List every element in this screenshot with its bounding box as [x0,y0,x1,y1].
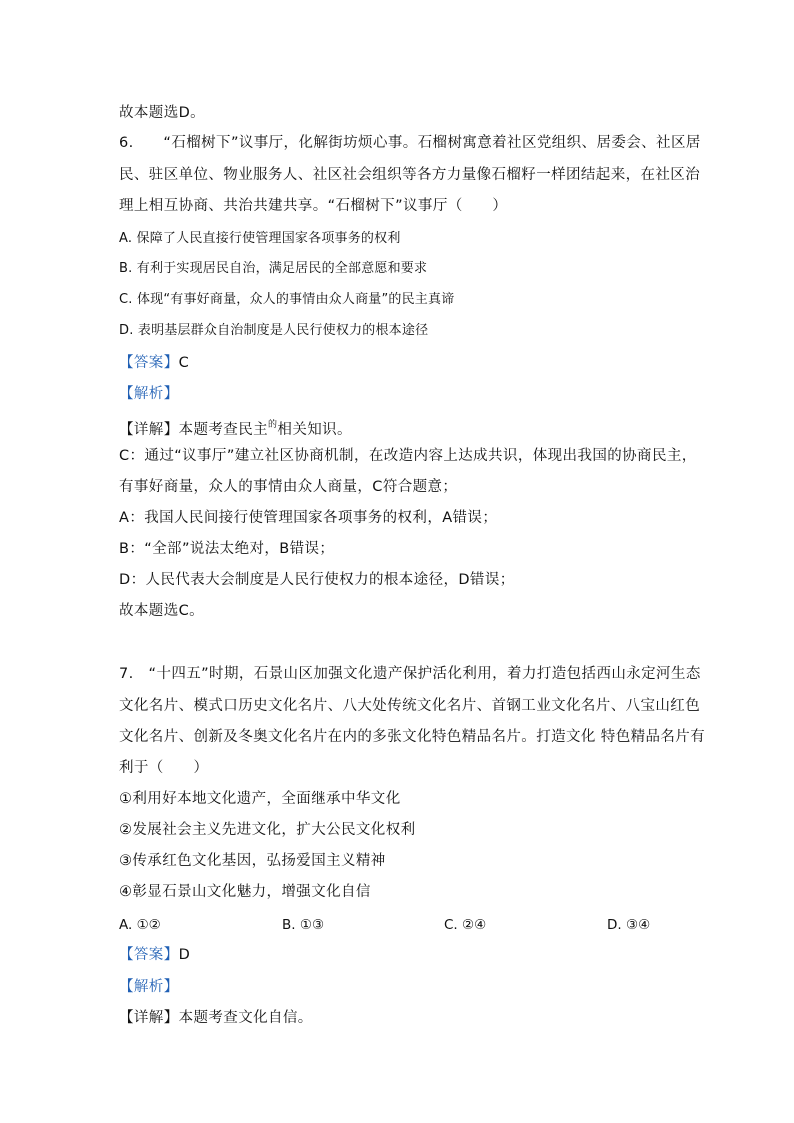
q6-detail-tag: 【详解】 [119,422,179,438]
q6-explain-d: D：人民代表大会制度是人民行使权力的根本途径，D错误； [119,572,515,588]
q6-answer-value: C [178,355,190,371]
q7-detail [119,1008,313,1028]
q7-stem-line-1: 7. “十四五”时期，石景山区加强文化遗产保护活化利用，着力打造包括西山永定河生态 [119,666,701,682]
q7-detail-text: 本题考查文化自信。 [178,1010,313,1026]
q7-item-3: ③传承红色文化基因，弘扬爱国主义精神 [119,853,386,869]
q6-stem-line-2: 民、驻区单位、物业服务人、社区社会组织等各方力量像石榴籽一样团结起来，在社区治 [119,167,701,183]
q7-stem-line-2: 文化名片、模式口历史文化名片、八大处传统文化名片、首钢工业文化名片、八宝山红色 [119,698,701,714]
q6-option-c: C. 体现“有事好商量，众人的事情由众人商量”的民主真谛 [119,292,455,307]
q7-option-d: D. ③④ [607,917,651,933]
q7-answer [119,945,190,965]
q7-item-4: ④彰显石景山文化魅力，增强文化自信 [119,884,371,900]
q6-detail [119,415,352,440]
q5-conclusion: 故本题选D。 [119,105,206,121]
q6-explain-c-line-2: 有事好商量，众人的事情由众人商量，C符合题意； [119,479,458,495]
q6-explain-c-line-1: C：通过“议事厅”建立社区协商机制，在改造内容上达成共识，体现出我国的协商民主， [119,448,697,464]
q6-stem-line-1: 6. “石榴树下”议事厅，化解街坊烦心事。石榴树寓意着社区党组织、居委会、社区居 [119,135,701,151]
q6-detail-tail: 相关知识。 [277,422,352,438]
q6-answer-tag: 【答案】 [119,355,179,371]
q7-stem-line-4: 利于（ ） [119,760,209,776]
q6-explain-b: B：“全部”说法太绝对，B错误； [119,541,335,557]
q7-stem-line-3: 文化名片、创新及冬奥文化名片在内的多张文化特色精品名片。打造文化 特色精品名片有 [119,729,706,745]
q7-detail-tag: 【详解】 [119,1010,179,1026]
q6-stem-line-3: 理上相互协商、共治共建共享。“石榴树下”议事厅（ ） [119,198,508,214]
q6-detail-sup: 的 [268,420,278,430]
q6-conclusion: 故本题选C。 [119,603,205,619]
q7-item-1: ①利用好本地文化遗产，全面继承中华文化 [119,791,401,807]
q7-option-c: C. ②④ [444,917,487,933]
q6-option-b: B. 有利于实现居民自治，满足居民的全部意愿和要求 [119,261,428,276]
q7-answer-tag: 【答案】 [119,947,179,963]
q7-analysis-tag: 【解析】 [119,979,179,995]
q6-explain-a: A：我国人民间接行使管理国家各项事务的权利，A错误； [119,510,498,526]
q6-answer [119,353,189,373]
q7-answer-value: D [178,947,191,963]
q7-option-b: B. ①③ [282,917,325,933]
q6-detail-text: 本题考查民主 [178,422,269,438]
q6-analysis-tag: 【解析】 [119,386,179,402]
q7-item-2: ②发展社会主义先进文化，扩大公民文化权利 [119,822,416,838]
q6-option-d: D. 表明基层群众自治制度是人民行使权力的根本途径 [119,323,429,338]
q6-option-a: A. 保障了人民直接行使管理国家各项事务的权利 [119,231,401,246]
q7-option-a: A. ①② [119,917,161,933]
